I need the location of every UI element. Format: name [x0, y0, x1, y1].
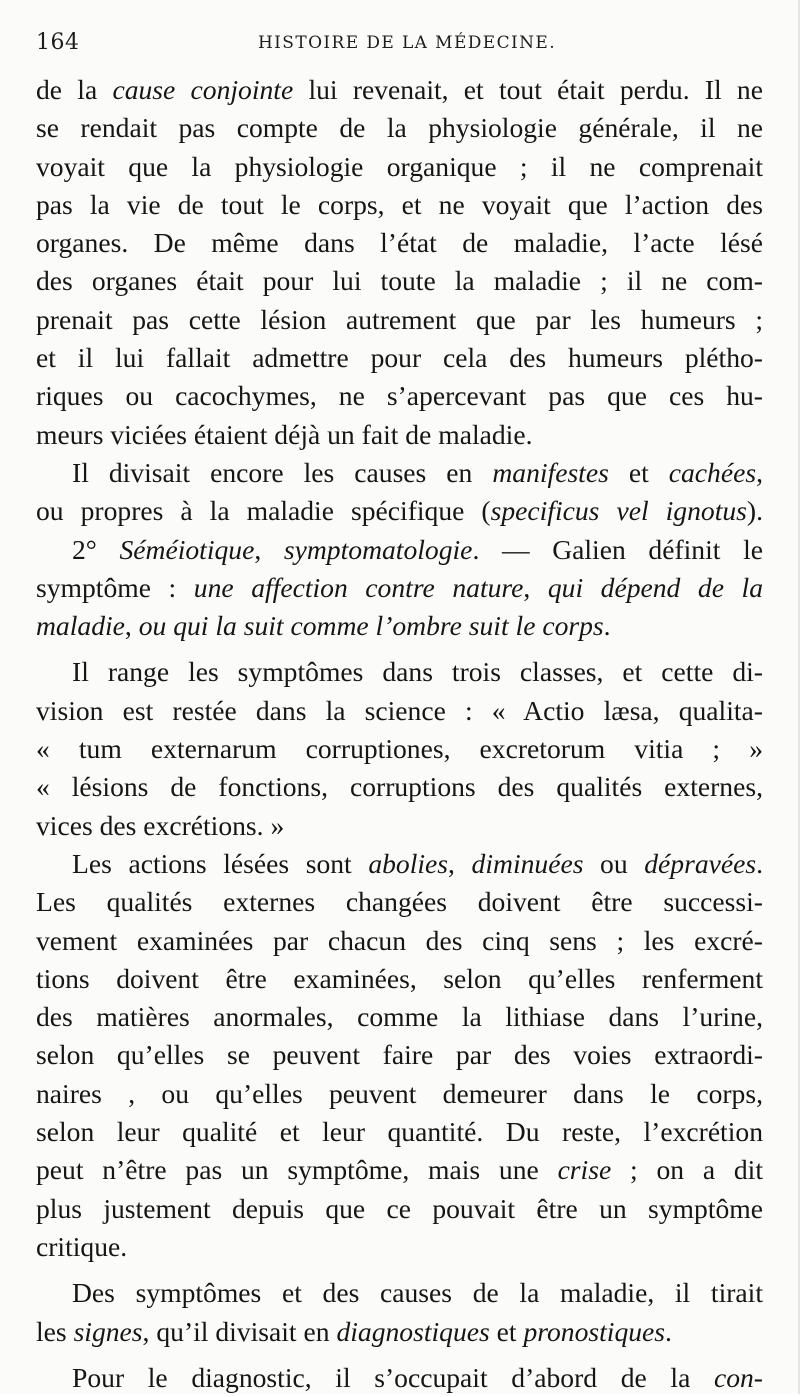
text-line: vices des excrétions. »	[36, 809, 285, 841]
text-line: naires , ou qu’elles peuvent demeurer dans le corps,	[36, 1077, 763, 1109]
text-line: peut n’être pas un symptôme, mais une crise ; on a dit	[36, 1154, 763, 1186]
text-line: vision est restée dans la science : « Actio læsa, qualita-	[36, 694, 763, 726]
text-line: ou propres à la maladie spécifique (specificus vel ignotus).	[36, 495, 763, 527]
text-line: Des symptômes et des causes de la maladie, il tirait	[72, 1277, 763, 1309]
text-line: plus justement depuis que ce pouvait être un symptôme	[36, 1192, 763, 1224]
text-line: critique.	[36, 1230, 128, 1262]
text-line: 2° Séméiotique, symptomatologie. — Galien définit le	[72, 533, 763, 565]
text-line: Pour le diagnostic, il s’occupait d’abord de la con-	[72, 1361, 763, 1393]
text-line: selon leur qualité et leur quantité. Du reste, l’excrétion	[36, 1116, 763, 1148]
text-line: riques ou cacochymes, ne s’apercevant pas que ces hu-	[36, 380, 763, 412]
text-line: « lésions de fonctions, corruptions des qualités externes,	[36, 771, 763, 803]
text-line: meurs viciées étaient déjà un fait de maladie.	[36, 418, 533, 450]
text-line: vement examinées par chacun des cinq sens ; les excré-	[36, 924, 763, 956]
text-line: Il divisait encore les causes en manifestes et cachées,	[72, 456, 763, 488]
text-line: des matières anormales, comme la lithiase dans l’urine,	[36, 1001, 763, 1033]
text-line: « tum externarum corruptiones, excretorum vitia ; »	[36, 733, 763, 765]
text-line: prenait pas cette lésion autrement que par les humeurs ;	[36, 303, 763, 335]
paragraph	[36, 71, 763, 454]
text-line: voyait que la physiologie organique ; il ne comprenait	[36, 150, 763, 182]
text-line: Il range les symptômes dans trois classes, et cette di-	[72, 656, 763, 688]
paragraph	[36, 845, 763, 1266]
text-line: organes. De même dans l’état de maladie, l’acte lésé	[36, 227, 763, 259]
page-header	[36, 30, 758, 60]
body-text	[36, 71, 763, 1397]
text-line: tions doivent être examinées, selon qu’elles renferment	[36, 962, 763, 994]
running-title: HISTOIRE DE LA MÉDECINE.	[257, 33, 557, 53]
text-line: de la cause conjointe lui revenait, et tout était perdu. Il ne	[36, 74, 763, 105]
text-line: maladie, ou qui la suit comme l’ombre suit le corps.	[36, 610, 611, 642]
paragraph	[36, 1274, 763, 1351]
paragraph	[36, 531, 763, 646]
text-line: et il lui fallait admettre pour cela des humeurs plétho-	[36, 342, 763, 374]
paragraph	[36, 454, 763, 531]
text-line: se rendait pas compte de la physiologie générale, il ne	[36, 112, 763, 144]
page-number: 164	[36, 30, 80, 55]
text-line: Les actions lésées sont abolies, diminuées ou dépravées.	[72, 847, 764, 879]
text-line: symptôme : une affection contre nature, qui dépend de la	[36, 571, 763, 603]
paragraph	[36, 653, 763, 844]
text-line: des organes était pour lui toute la maladie ; il ne com-	[36, 265, 763, 297]
text-line: selon qu’elles se peuvent faire par des voies extraordi-	[36, 1039, 763, 1071]
paragraph	[36, 1359, 763, 1397]
text-line: Les qualités externes changées doivent être successi-	[36, 886, 763, 918]
text-line: pas la vie de tout le corps, et ne voyait que l’action des	[36, 188, 763, 220]
text-line: les signes, qu’il divisait en diagnostiques et pronostiques.	[36, 1315, 672, 1347]
